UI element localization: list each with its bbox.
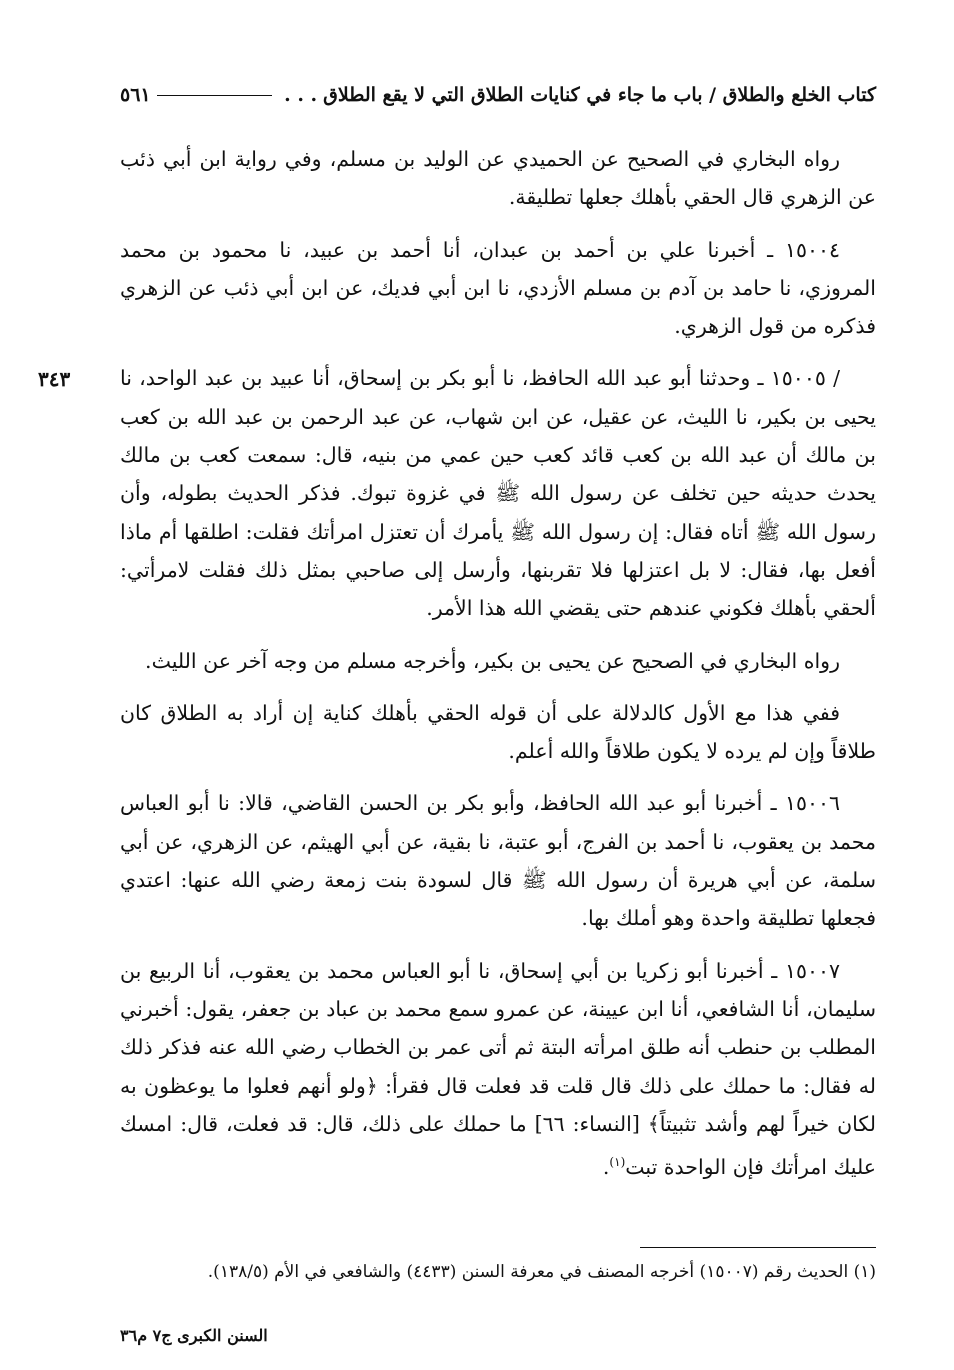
margin-number: ٣٤٣ <box>38 367 71 391</box>
paragraph: رواه البخاري في الصحيح عن الحميدي عن الوليد بن مسلم، وفي رواية ابن أبي ذئب عن الزهري قال الحقي بأهلك جعلها تطليقة. <box>120 147 876 210</box>
header-rule <box>157 95 272 96</box>
footnote-rule <box>640 1247 876 1248</box>
header-dots: . . . <box>284 84 318 106</box>
header-title: كتاب الخلع والطلاق / باب ما جاء في كنايات الطلاق التي لا يقع الطلاق <box>323 84 876 106</box>
running-header <box>120 78 876 112</box>
page-number: ٥٦١ <box>120 84 151 106</box>
main-text <box>120 140 876 1200</box>
paragraph: رواه البخاري في الصحيح عن يحيى بن بكير، وأخرجه مسلم من وجه آخر عن الليث. <box>145 648 840 673</box>
page-footer: السنن الكبرى ج٧ م٣٦ <box>120 1326 268 1345</box>
paragraph: ففي هذا مع الأول كالدلالة على أن قوله الحقي بأهلك كناية إن أراد به الطلاق كان طلاقاً وإن لم يرده لا يكون طلاقاً والله أعلم. <box>120 700 876 764</box>
paragraph-last <box>120 952 876 1187</box>
paragraph: ١٥٠٠٤ ـ أخبرنا علي بن أحمد بن عبدان، أنا أحمد بن عبيد، نا محمود بن محمد المروزي، نا حامد بن آدم بن مسلم الأزدي، نا ابن أبي فديك، عن ابن أبي ذئب عن الزهري فذكره من قول الزهري. <box>120 237 876 339</box>
paragraph-end: . <box>602 1154 610 1179</box>
footnote: (١) الحديث رقم (١٥٠٠٧) أخرجه المصنف في معرفة السنن (٤٤٣٣) والشافعي في الأم (١٣٨/٥). <box>207 1262 876 1282</box>
paragraph-text: ١٥٠٠٧ ـ أخبرنا أبو زكريا بن أبي إسحاق، نا أبو العباس محمد بن يعقوب، أنا الربيع بن سليمان، أنا الشافعي، أنا ابن عيينة، عن عمرو سمع محمد بن عباد بن جعفر، يقول: أخبرني المطلب بن حنطب أنه طلق امرأته البتة ثم أتى عمر بن الخطاب رضي الله عنه فذكر ذلك له فقال: ما حملك على ذلك قال قلت قد فعلت قال فقرأ: ﴿ولو أنهم فعلوا ما يوعظون به لكان خيراً لهم وأشد تثبيتاً﴾ [النساء: ٦٦] ما حملك على ذلك، قال: قد فعلت، قال: امسك عليك امرأتك فإن الواحدة تبت <box>120 958 876 1179</box>
paragraph: ١٥٠٠٦ ـ أخبرنا أبو عبد الله الحافظ، وأبو بكر بن الحسن القاضي، قالا: نا أبو العباس محمد بن يعقوب، نا أحمد بن الفرج، أبو عتبة، نا بقية، عن أبي الهيثم، عن الزهري، عن أبي سلمة، عن أبي هريرة أن رسول الله ﷺ قال لسودة بنت زمعة رضي الله عنها: اعتدي فجعلها تطليقة واحدة وهو أملك بها. <box>120 791 876 931</box>
footnote-marker: (١) <box>609 1155 626 1170</box>
paragraph: / ١٥٠٠٥ ـ وحدثنا أبو عبد الله الحافظ، نا أبو بكر بن إسحاق، أنا عبيد بن عبد الواحد، نا يحيى بن بكير، نا الليث، عن عقيل، عن ابن شهاب، عن عبد الرحمن بن عبد الله بن كعب بن مالك أن عبد الله بن كعب قائد كعب حين عمي من بنيه، قال: سمعت كعب بن مالك يحدث حديثه حين تخلف عن رسول الله ﷺ في غزوة تبوك. فذكر الحديث بطوله، وأن رسول الله ﷺ أتاه فقال: إن رسول الله ﷺ يأمرك أن تعتزل امرأتك فقلت: اطلقها أم ماذا أفعل بها، فقال: لا بل اعتزلها فلا تقربنها، وأرسل إلى صاحبي بمثل ذلك فقلت لامرأتي: ألحقي بأهلك فكوني عندهم حتى يقضي الله هذا الأمر. <box>120 366 876 621</box>
